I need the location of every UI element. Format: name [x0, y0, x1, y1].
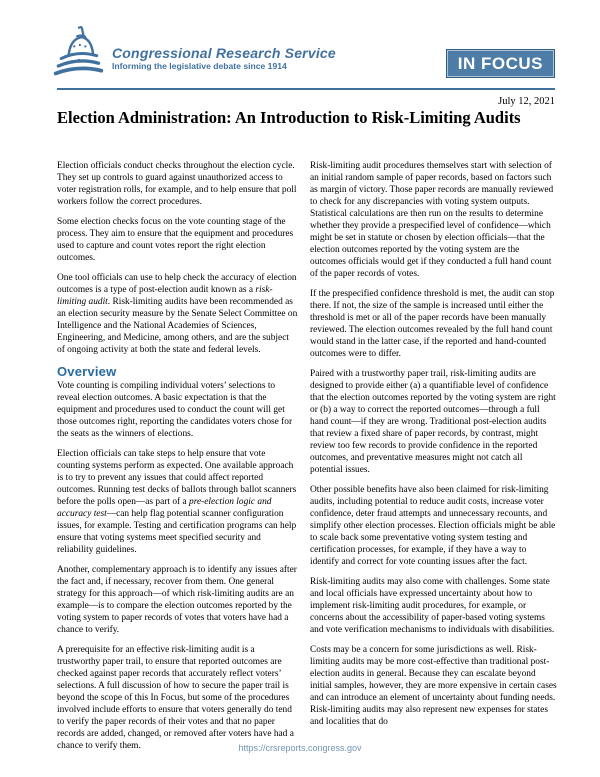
- body-columns: [57, 160, 557, 760]
- paragraph: Costs may be a concern for some jurisdictions as well. Risk-limiting audits may be more cost-effective than traditional post-election audits in general. Because they can escalate beyond initial samples, however, they are more expensive in certain cases and can introduce an element of uncertainty about funding needs. Risk-limiting audits may also represent new expenses for states and localities that do: [310, 645, 557, 727]
- document-title: Election Administration: An Introduction to Risk-Limiting Audits: [57, 108, 521, 127]
- paragraph: Vote counting is compiling individual voters’ selections to reveal election outcomes. A basic expectation is that the equipment and procedures used to conduct the count will get those outcomes right, reporting the candidates voters chose for the seats as the winners of elections.: [57, 381, 293, 439]
- footer: [0, 738, 600, 756]
- column-right: [310, 160, 557, 760]
- paragraph: Election officials can take steps to help ensure that vote counting systems perform as expected. One available approach is to try to prevent any issues that could affect reported outcomes. Running test decks of ballots through ballot scanners before the polls open—as part of a pre-election logic and accuracy test—can help flag potential scanner configuration issues, for example. Testing and certification programs can help ensure that voting systems meet specified security and reliability guidelines.: [57, 449, 297, 555]
- paragraph: Risk-limiting audits may also come with challenges. Some state and local officials have expressed uncertainty about how to implement risk-limiting audit procedures, for example, or concerns about the accessibility of paper-based voting systems and vote verification mechanisms to individuals with disabilities.: [310, 577, 555, 635]
- paragraph: Another, complementary approach is to identify any issues after the fact and, if necessary, recover from them. One general strategy for this approach—of which risk-limiting audits are an example—is to compare the election outcomes reported by the voting system to paper records of votes that voters have had a chance to verify.: [57, 565, 297, 635]
- capitol-dome-icon: [50, 24, 106, 80]
- footer-url-link[interactable]: https://crsreports.congress.gov: [238, 743, 362, 753]
- paragraph: Paired with a trustworthy paper trail, risk-limiting audits are designed to provide either (a) a quantifiable level of confidence that the election outcomes reported by the voting system are right or (b) a way to correct the reported outcomes—through a full hand count—if they are wrong. Traditional post-election audits that review a fixed share of paper records, by contrast, might review too few records to provide confidence in the reported outcomes, and preventative measures might not catch all potential issues.: [310, 369, 556, 475]
- paragraph: Risk-limiting audit procedures themselves start with selection of an initial random sample of paper records, based on factors such as margin of victory. Those paper records are manually reviewed to check for any discrepancies with voting system outputs. Statistical calculations are then run on the results to determine whether they provide a prespecified level of confidence—which might be set in statute or chosen by election officials—that the election outcomes reported by the voting system are the outcomes officials would get if they conducted a full hand count of the paper records of votes.: [310, 161, 554, 279]
- section-heading: Overview: [57, 364, 117, 379]
- column-left: [57, 160, 298, 760]
- paragraph: Election officials conduct checks throughout the election cycle. They set up controls to guard against unauthorized access to voter registration rolls, for example, and to help ensure that poll workers follow the correct procedures.: [57, 161, 297, 207]
- paragraph: Other possible benefits have also been claimed for risk-limiting audits, including potential to reduce audit costs, increase voter confidence, deter fraud attempts and unnecessary recounts, and simplify other election processes. Election officials might be able to scale back some preventative voting system testing and certification processes, for example, if they have a way to identify and correct for vote counting issues after the fact.: [310, 485, 556, 567]
- paragraph: One tool officials can use to help check the accuracy of election outcomes is a type of post-election audit known as a risk-limiting audit. Risk-limiting audits have been recommended as an election security measure by the Senate Select Committee on Intelligence and the National Academies of Sciences, Engineering, and Medicine, among others, and are the subject of ongoing activity at both the state and federal levels.: [57, 273, 298, 355]
- in-focus-badge: IN FOCUS: [446, 49, 555, 78]
- logo-tagline: Informing the legislative debate since 1914: [112, 61, 287, 71]
- crs-logo: [50, 24, 336, 80]
- paragraph: Some election checks focus on the vote counting stage of the process. They aim to ensure that the equipment and procedures used to capture and count votes report the right election outcomes.: [57, 217, 294, 263]
- logo-text: [112, 24, 336, 72]
- paragraph: A prerequisite for an effective risk-limiting audit is a trustworthy paper trail, to ensure that reported outcomes are checked against paper records that accurately reflect voters’ selections. A full discussion of how to secure the paper trail is beyond the scope of this In Focus, but some of the procedures involved include efforts to ensure that voters generally do tend to verify the paper records of their votes and that no paper records are added, changed, or removed after voters have had a chance to verify them.: [57, 645, 294, 751]
- header-rule: [57, 88, 555, 90]
- document-date: July 12, 2021: [498, 96, 555, 107]
- logo-name: Congressional Research Service: [112, 45, 336, 61]
- paragraph: If the prespecified confidence threshold is met, the audit can stop there. If not, the size of the sample is increased until either the threshold is met or all of the paper records have been manually reviewed. The election outcomes revealed by the full hand count would stand in the latter case, if the reported and hand-counted outcomes were to differ.: [310, 289, 555, 359]
